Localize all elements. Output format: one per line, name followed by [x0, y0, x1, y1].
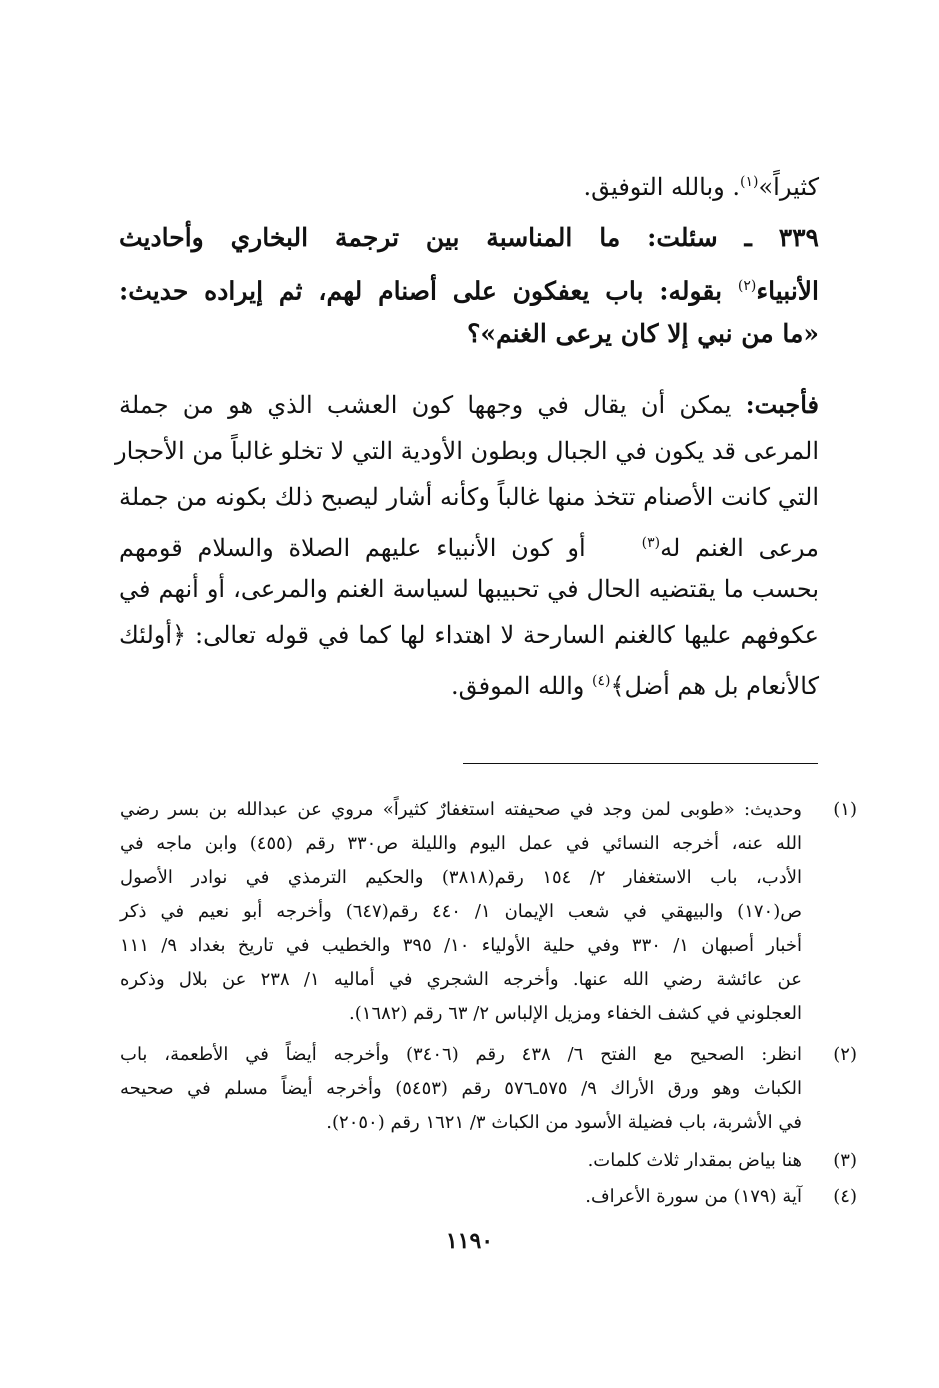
footnote-number-4: (٤) [833, 1186, 857, 1207]
question-text-start: الأنبياء [756, 276, 819, 306]
intro-line [119, 162, 819, 207]
footnote-1-line-4: ص(١٧٠) والبيهقي في شعب الإيمان ١/ ٤٤٠ رقم(٦٤٧) وأخرجه أبو نعيم في ذكر [120, 901, 802, 922]
footnote-1-line-1: وحديث: «طوبى لمن وجد في صحيفته استغفارٌ كثيراً» مروي عن عبدالله بن بسر رضي [120, 799, 802, 820]
footnote-ref-1: (١) [740, 174, 759, 190]
question-line-1: ٣٣٩ ـ سئلت: ما المناسبة بين ترجمة البخاري وأحاديث [119, 223, 819, 252]
footnote-1-line-7: العجلوني في كشف الخفاء ومزيل الإلباس ٢/ ٦٣ رقم (١٦٨٢). [349, 1003, 802, 1024]
answer-text-start: مرعى الغنم له [660, 534, 819, 562]
answer-text-end: والله الموفق. [451, 672, 593, 700]
footnote-ref-3: (٣) [641, 535, 661, 551]
intro-text-start: كثيراً» [758, 173, 819, 201]
answer-text-start: كالأنعام بل هم أضل﴾ [610, 672, 819, 700]
answer-line-5: بحسب ما يقتضيه الحال في تحبيبها لسياسة الغنم والمرعى، أو أنهم في [119, 575, 819, 603]
question-text-end: بقوله: باب يعفكون على أصنام لهم، ثم إيراده حديث: [119, 276, 738, 306]
intro-text-end: . وبالله التوفيق. [583, 173, 741, 201]
footnote-1-line-5: أخبار أصبهان ١/ ٣٣٠ وفي حلية الأولياء ١٠/ ٣٩٥ والخطيب في تاريخ بغداد ٩/ ١١١ [120, 935, 802, 956]
footnote-2-line-1: انظر: الصحيح مع الفتح ٦/ ٤٣٨ رقم (٣٤٠٦) وأخرجه أيضاً في الأطعمة، باب [120, 1044, 802, 1065]
footnote-2-line-2: الكباث وهو ورق الأراك ٩/ ٥٧٥ـ٥٧٦ رقم (٥٤٥٣) وأخرجه أيضاً مسلم في صحيحه [120, 1078, 802, 1099]
footnote-4-line-1: آية (١٧٩) من سورة الأعراف. [585, 1186, 802, 1207]
footnote-separator [463, 763, 818, 764]
footnote-1-line-3: الأدب، باب الاستغفار ٢/ ١٥٤ رقم(٣٨١٨) والحكيم الترمذي في نوادر الأصول [120, 867, 803, 888]
answer-line-2: المرعى قد يكون في الجبال وبطون الأودية التي لا تخلو غالباً من الأحجار [115, 437, 819, 465]
footnote-3-line-1: هنا بياض بمقدار ثلاث كلمات. [587, 1150, 802, 1171]
footnote-1-line-6: عن عائشة رضي الله عنها. وأخرجه الشجري في أماليه ١/ ٢٣٨ عن بلال وذكره [120, 969, 802, 990]
footnote-2-line-3: في الأشربة، باب فضيلة الأسود من الكباث ٣/ ١٦٢١ رقم (٢٠٥٠). [326, 1112, 802, 1133]
answer-line-1 [119, 385, 819, 425]
answer-text-end: أو كون الأنبياء عليهم الصلاة والسلام قومهم [119, 534, 586, 562]
answer-label: فأجبت: [745, 390, 820, 419]
footnote-number-3: (٣) [833, 1150, 857, 1171]
answer-line-7 [119, 661, 819, 706]
answer-line-3: التي كانت الأصنام تتخذ منها غالباً وكأنه أشار ليصبح ذلك بكونه من جملة [119, 483, 819, 511]
answer-line-4 [119, 523, 819, 568]
footnote-number-2: (٢) [833, 1044, 857, 1065]
answer-line-6: عكوفهم عليها كالغنم السارحة لا اهتداء لها كما في قوله تعالى: ﴿أولئك [119, 621, 819, 649]
question-line-2 [119, 264, 819, 313]
answer-text: يمكن أن يقال في وجهها كون العشب الذي هو من جملة [119, 391, 746, 419]
footnote-ref-2: (٢) [737, 278, 757, 294]
footnote-ref-4: (٤) [592, 673, 611, 689]
footnote-number-1: (١) [833, 799, 857, 820]
question-line-3: «ما من نبي إلا كان يرعى الغنم»؟ [467, 319, 819, 348]
footnote-1-line-2: الله عنه، أخرجه النسائي في عمل اليوم والليلة ص٣٣٠ رقم (٤٥٥) وابن ماجه في [120, 833, 802, 854]
page-number: ١١٩٠ [445, 1228, 494, 1254]
